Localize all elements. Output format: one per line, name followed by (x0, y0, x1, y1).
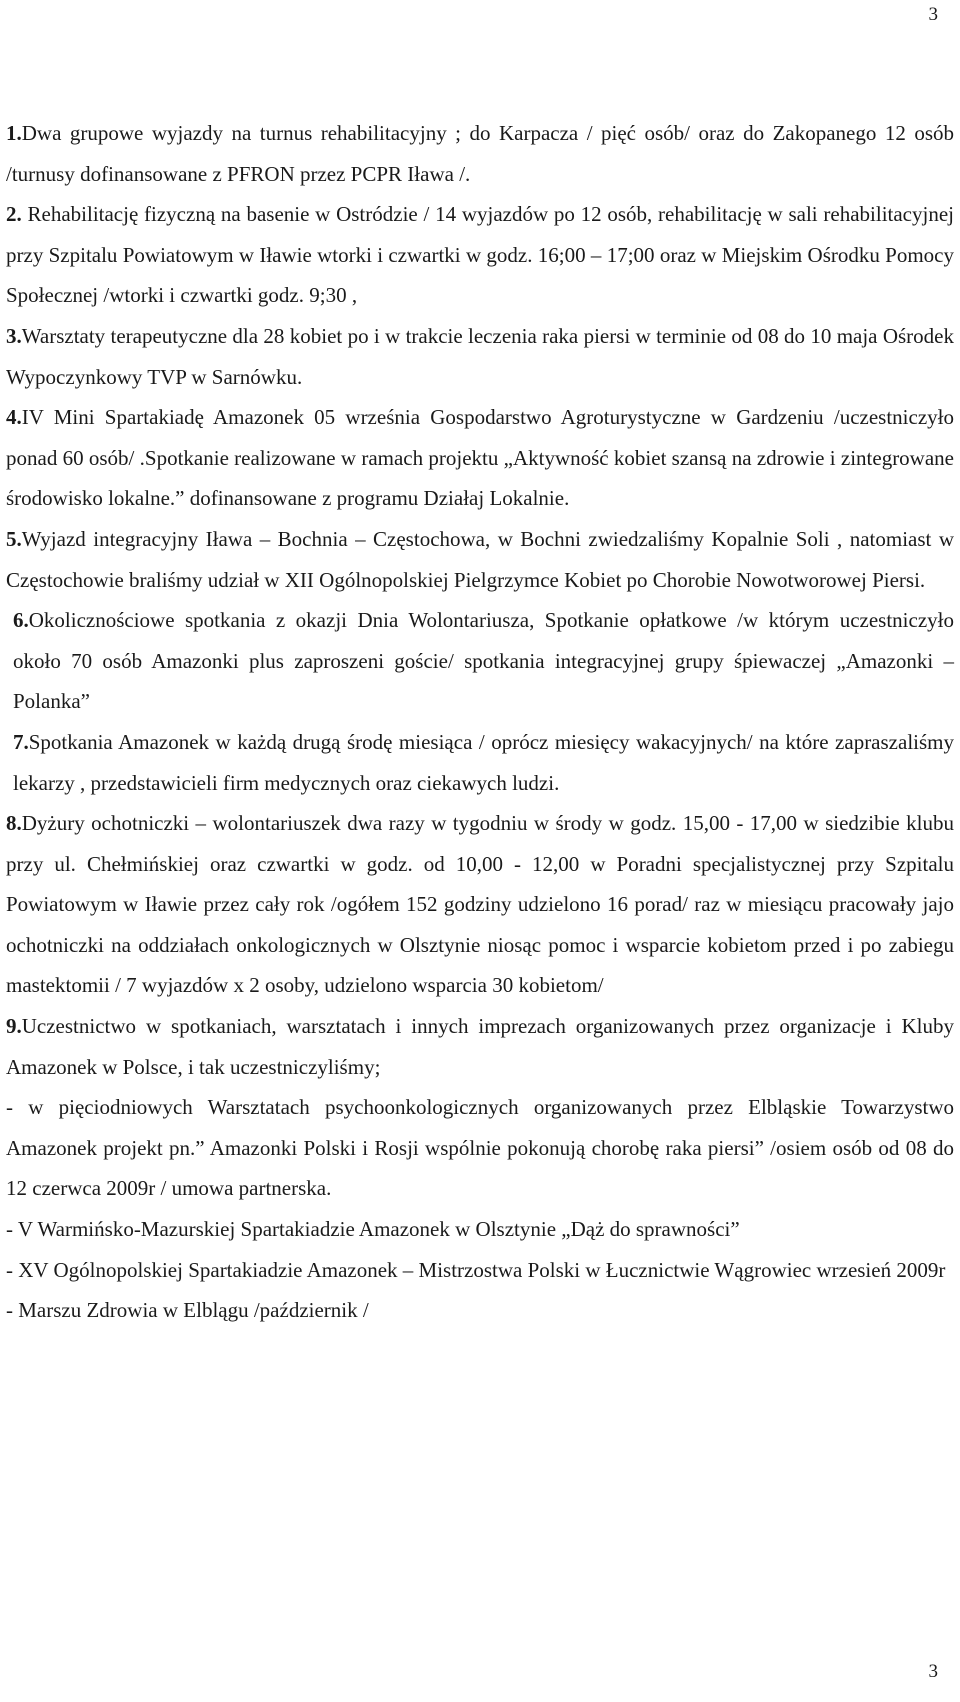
list-item (6, 194, 954, 316)
item-number: 8. (6, 811, 22, 836)
item-number: 9. (6, 1014, 22, 1039)
item-text: Uczestnictwo w spotkaniach, warsztatach i innych imprezach organizowanych przez organizacje i Kluby Amazonek w Polsce, i tak uczestniczyliśmy; (6, 1014, 954, 1079)
item-text: Spotkania Amazonek w każdą drugą środę miesiąca / oprócz miesięcy wakacyjnych/ na które zapraszaliśmy lekarzy , przedstawicieli firm medycznych oraz ciekawych ludzi. (13, 729, 954, 795)
list-item (6, 397, 954, 519)
item-text: Okolicznościowe spotkania z okazji Dnia Wolontariusza, Spotkanie opłatkowe /w którym uczestniczyło około 70 osób Amazonki plus zaproszeni goście/ spotkania integracyjnej grupy śpiewaczej „Amazonki – Polanka” (13, 608, 954, 714)
item-number: 6. (13, 608, 29, 633)
page-number-bottom: 3 (928, 1661, 938, 1682)
list-item (6, 803, 954, 1006)
sub-list-item (6, 1290, 954, 1331)
item-number: 5. (6, 526, 22, 551)
item-number: 2. (6, 202, 22, 227)
item-number: 1. (6, 121, 22, 145)
page-number-top: 3 (928, 4, 938, 25)
list-item (6, 113, 954, 194)
document-body (6, 113, 954, 1331)
item-text: Rehabilitację fizyczną na basenie w Ostródzie / 14 wyjazdów po 12 osób, rehabilitację w sali rehabilitacyjnej przy Szpitalu Powiatowym w Iławie wtorki i czwartki w godz. 16;00 – 17;00 oraz w Miejskim Ośrodku Pomocy Społecznej /wtorki i czwartki godz. 9;30 , (6, 202, 954, 308)
sub-list-item (6, 1250, 954, 1291)
item-text: - V Warmińsko-Mazurskiej Spartakiadzie Amazonek w Olsztynie „Dąż do sprawności” (6, 1217, 740, 1242)
item-text: - XV Ogólnopolskiej Spartakiadzie Amazonek – Mistrzostwa Polski w Łucznictwie Wągrowiec wrzesień 2009r (6, 1257, 946, 1282)
item-text: Dyżury ochotniczki – wolontariuszek dwa razy w tygodniu w środy w godz. 15,00 - 17,00 w siedzibie klubu przy ul. Chełmińskiej oraz czwartki w godz. od 10,00 - 12,00 w Poradni specjalistycznej przy Szpitalu Powiatowym w Iławie przez cały rok /ogółem 152 godziny udzielono 16 porad/ raz w miesiącu pracowały jajo ochotniczki na oddziałach onkologicznych w Olsztynie niosąc pomoc i wsparcie kobietom przed i po zabiegu mastektomii / 7 wyjazdów x 2 osoby, udzielono wsparcia 30 kobietom/ (6, 811, 954, 998)
list-item (6, 600, 954, 722)
list-item (6, 1006, 954, 1087)
item-text: - w pięciodniowych Warsztatach psychoonkologicznych organizowanych przez Elbląskie Towarzystwo Amazonek projekt pn.” Amazonki Polski i Rosji wspólnie pokonują chorobę raka piersi” /osiem osób od 08 do 12 czerwca 2009r / umowa partnerska. (6, 1095, 954, 1201)
list-item (6, 519, 954, 600)
list-item (6, 316, 954, 397)
item-text: - Marszu Zdrowia w Elblągu /październik / (6, 1298, 369, 1323)
item-number: 7. (13, 729, 29, 754)
item-number: 4. (6, 405, 22, 430)
item-text: IV Mini Spartakiadę Amazonek 05 września Gospodarstwo Agroturystyczne w Gardzeniu /uczestniczyło ponad 60 osób/ .Spotkanie realizowane w ramach projektu „Aktywność kobiet szansą na zdrowie i zintegrowane środowisko lokalne.” dofinansowane z programu Działaj Lokalnie. (6, 405, 954, 511)
sub-list-item (6, 1209, 954, 1250)
item-text: Warsztaty terapeutyczne dla 28 kobiet po i w trakcie leczenia raka piersi w terminie od 08 do 10 maja Ośrodek Wypoczynkowy TVP w Sarnówku. (6, 323, 954, 389)
list-item (6, 722, 954, 803)
item-text: Wyjazd integracyjny Iława – Bochnia – Częstochowa, w Bochni zwiedzaliśmy Kopalnie Soli , natomiast w Częstochowie braliśmy udział w XII Ogólnopolskiej Pielgrzymce Kobiet po Chorobie Nowotworowej Piersi. (6, 526, 954, 592)
item-number: 3. (6, 323, 22, 348)
sub-list-item (6, 1087, 954, 1209)
item-text: Dwa grupowe wyjazdy na turnus rehabilitacyjny ; do Karpacza / pięć osób/ oraz do Zakopanego 12 osób /turnusy dofinansowane z PFRON przez PCPR Iława /. (6, 121, 954, 186)
